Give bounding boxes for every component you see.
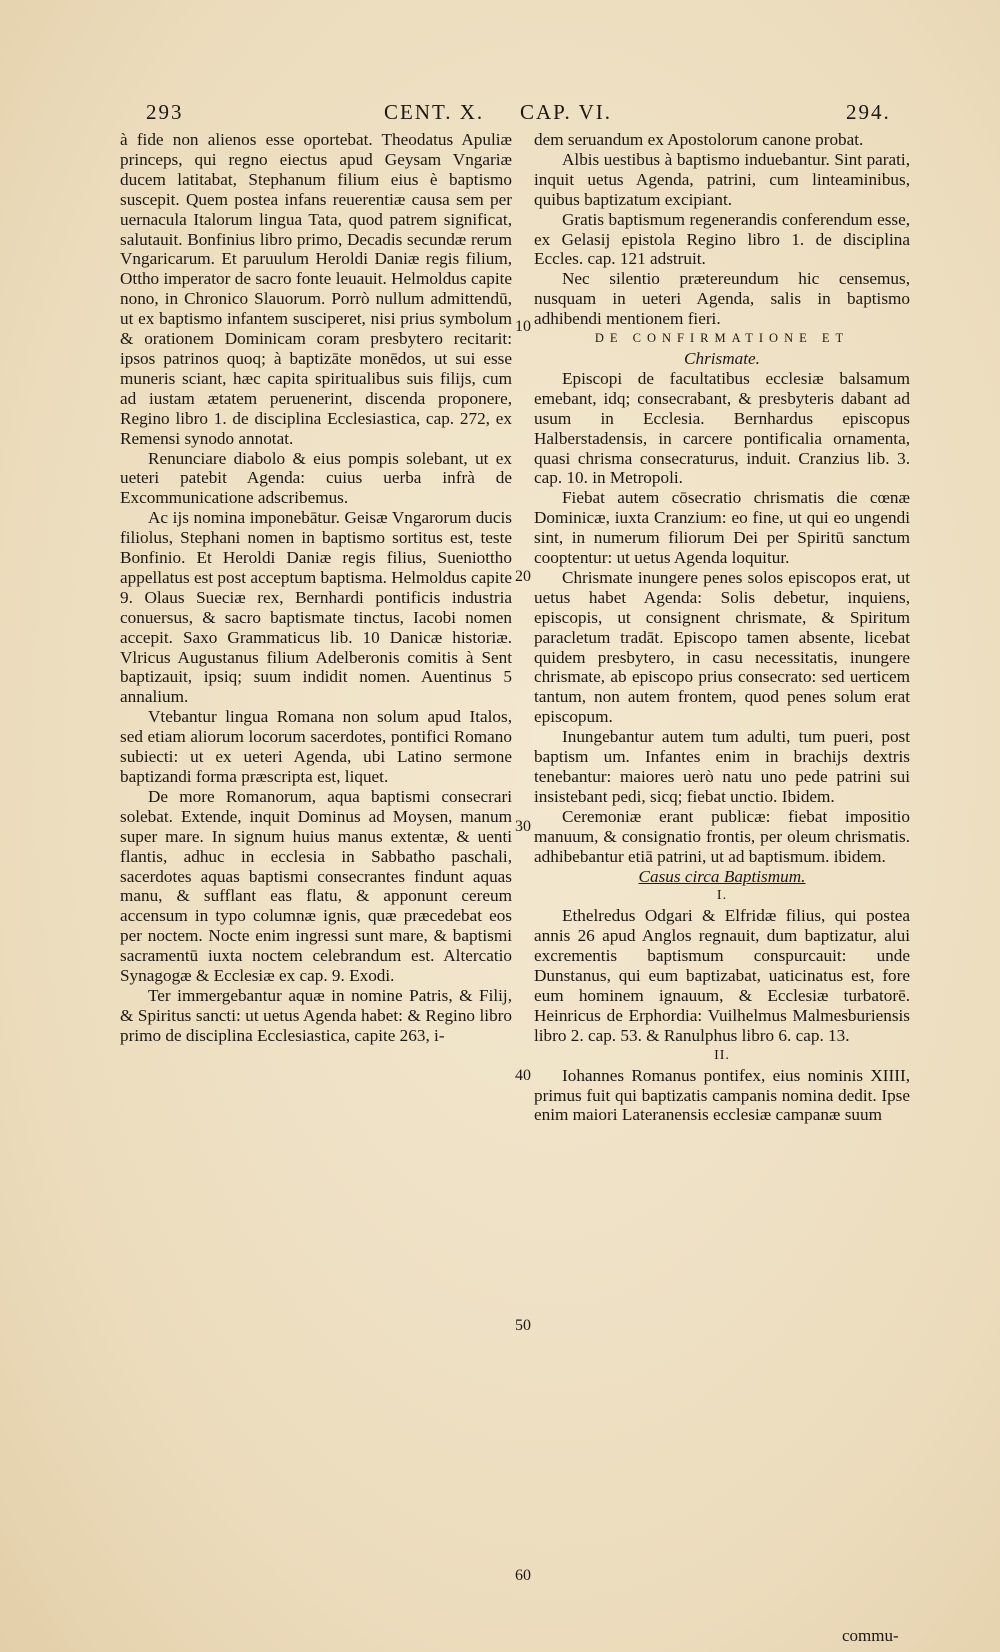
paragraph: Vtebantur lingua Romana non solum apud Italos, sed etiam aliorum locorum sacerdotes, pontifici Romano subiecti: ut ex ueteri Agenda, ubi Latino sermone baptizandi forma præscripta est, liquet. <box>120 707 512 786</box>
line-number: 60 <box>515 1567 531 1584</box>
paragraph: De more Romanorum, aqua baptismi consecrari solebat. Extende, inquit Dominus ad Moysen, manum super mare. In signum huius manus extentæ, & uenti flantis, adhuc in ecclesia in Sabbatho paschali, sacerdotes aquas baptismi consecrantes findunt aquas manu, & sufflant eas flatu, & apponunt cereum accensum in typo columnæ ignis, quæ præcedebat eos per noctem. Nocte enim ingressi sunt mare, & baptismi sacramentū iuxta noctem celebrandum est. Altercatio Synagogæ & Ecclesiæ ex cap. 9. Exodi. <box>120 786 512 986</box>
paragraph: Ethelredus Odgari & Elfridæ filius, qui postea annis 26 apud Anglos regnauit, dum baptizatur, alui excrementis baptismum conspurcauit: unde Dunstanus, qui eum baptizabat, uaticinatus est, fore eum hominem ignauum, & Ecclesiæ turbatorē. Heinricus de Erphordia: Vuilhelmus Malmesburiensis libro 2. cap. 53. & Ranulphus libro 6. cap. 13. <box>534 906 910 1045</box>
paragraph: Inungebantur autem tum adulti, tum pueri, post baptism um. Infantes enim in brachijs dextris tenebantur: maiores uerò natu uno pede patrini sui insistebant pedi, sicq; fiebat unctio. Ibidem. <box>534 727 910 806</box>
paragraph: Chrismate inungere penes solos episcopos erat, ut uetus habet Agenda: Solis debetur, inquiens, episcopis, ut consignent chrismate, & Spiritum paracletum tradāt. Episcopo tamen absente, licebat quidem presbytero, in casu necessitatis, inungere chrismate, ab episcopo prius consecrato: sed uerticem tantum, non autem frontem, quod penes solum erat episcopum. <box>534 567 910 727</box>
paragraph: Renunciare diabolo & eius pompis solebant, ut ex ueteri patebit Agenda: cuius uerba infrà de Excommunicatione adscribemus. <box>120 448 512 508</box>
case-numeral: II. <box>714 1047 730 1063</box>
running-title-century: CENT. X. <box>384 100 485 124</box>
case-numeral: I. <box>716 888 728 904</box>
paragraph: à fide non alienos esse oportebat. Theodatus Apuliæ princeps, qui regno eiectus apud Geysam Vngariæ ducem latitabat, Stephanum filium eius è baptismo suscepit. Quem postea infans reuerentiæ causa sem per uernacula Italorum lingua Tata, quod patrem significat, salutauit. Bonfinius libro primo, Decadis secundæ rerum Vngaricarum. Et paruulum Heroldi Daniæ regis filium, Ottho imperator de sacro fonte leuauit. Helmoldus capite nono, in Chronico Slauorum. Porrò nullum admittendū, ut ex baptismo infantem susciperet, nisi prius symbolum & orationem Dominicam coram presbytero recitarit: ipsos patrinos quoq; à baptizāte monēdos, ut sui esse muneris sciant, hæc capita spiritualibus suis filijs, cum ad iustam ætatem peruenerint, discenda proponere, Regino libro 1. de disciplina Ecclesiastica, cap. 272, ex Remensi synodo annotat. <box>120 130 512 448</box>
paragraph: Ac ijs nomina imponebātur. Geisæ Vngarorum ducis filiolus, Stephani nomen in baptismo sortitus est, teste Bonfinio. Et Heroldi Daniæ regis filius, Sueniottho appellatus est post acceptum baptisma. Helmoldus capite 9. Olaus Sueciæ rex, Bernhardi pontificis industria conuersus, & sacro baptismate tinctus, Iacobi nomen accepit. Saxo Grammaticus lib. 10 Danicæ historiæ. Vlricus Augustanus filium Adelberonis comitis à Sent baptizauit, ipsiq; suum indidit nomen. Auentinus 5 annalium. <box>120 508 512 707</box>
running-title-chapter: CAP. VI. <box>520 100 613 124</box>
paragraph: Episcopi de facultatibus ecclesiæ balsamum emebant, idq; consecrabant, & presbyteris dabant ad usum in Ecclesia. Bernhardus episcopus Halberstadensis, in carcere pontificalia ornamenta, quasi chrisma consecraturus, induit. Cranzius lib. 3. cap. 10. in Metropoli. <box>534 368 910 488</box>
line-number: 50 <box>515 1317 531 1334</box>
paragraph: dem seruandum ex Apostolorum canone probat. <box>534 130 864 149</box>
line-number: 30 <box>515 818 531 835</box>
left-column <box>120 130 512 1046</box>
paragraph: Albis uestibus à baptismo induebantur. Sint parati, inquit uetus Agenda, patrini, cum linteaminibus, quibus baptizatum excipiant. <box>534 149 910 209</box>
line-number: 20 <box>515 568 531 585</box>
section-heading-casus: Casus circa Baptismum. <box>638 866 806 886</box>
paragraph: Nec silentio prætereundum hic censemus, nusquam in ueteri Agenda, salis in baptismo adhibendi mentionem fieri. <box>534 269 910 329</box>
line-number: 40 <box>515 1067 531 1084</box>
page-number-right: 294. <box>846 100 891 124</box>
paragraph: Ter immergebantur aquæ in nomine Patris, & Filij, & Spiritus sancti: ut uetus Agenda habet: & Regino libro primo de disciplina Ecclesiastica, capite 263, i- <box>120 985 512 1045</box>
line-number: 10 <box>515 318 531 335</box>
section-heading-confirmation: DE CONFIRMATIONE ET <box>594 331 850 346</box>
right-column <box>534 130 910 1125</box>
paragraph: Gratis baptismum regenerandis conferendum esse, ex Gelasij epistola Regino libro 1. de disciplina Eccles. cap. 121 adstruit. <box>534 209 910 269</box>
paragraph: Iohannes Romanus pontifex, eius nominis XIIII, primus fuit qui baptizatis campanis nomina dedit. Ipse enim maiori Lateranensis ecclesiæ campanæ suum <box>534 1065 910 1125</box>
paragraph: Fiebat autem cōsecratio chrismatis die cœnæ Dominicæ, iuxta Cranzium: eo fine, ut qui eo ungendi sint, in numerum filiorum Dei per Spiritū sanctum cooptentur: ut uetus Agenda loquitur. <box>534 488 910 568</box>
paragraph: Ceremoniæ erant publicæ: fiebat impositio manuum, & consignatio frontis, per oleum chrismatis. adhibebantur etiā patrini, ut ad baptismum. ibidem. <box>534 806 910 866</box>
running-head <box>0 100 1000 134</box>
page-number-left: 293 <box>146 100 184 124</box>
section-heading-chrismate: Chrismate. <box>684 348 760 368</box>
catchword: commu- <box>842 1626 899 1645</box>
